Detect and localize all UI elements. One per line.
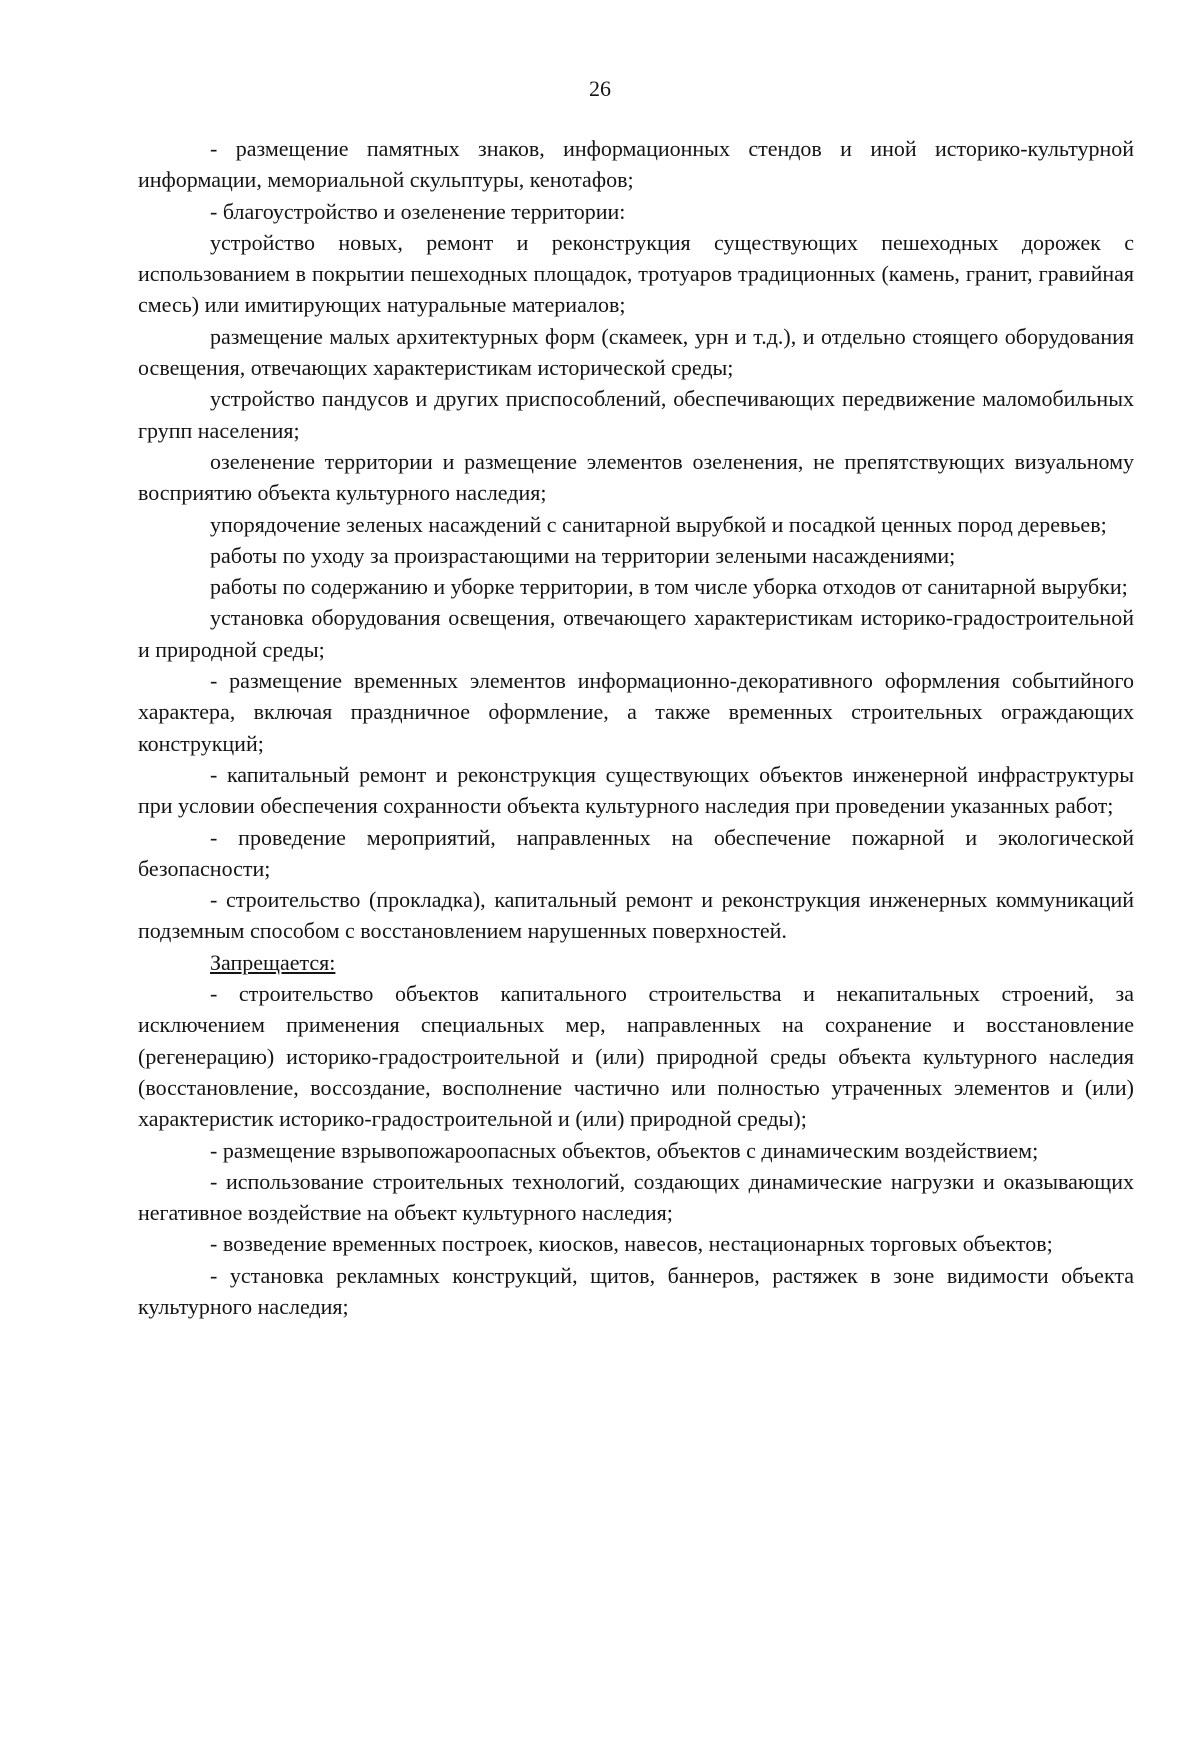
paragraph-ramps: устройство пандусов и других приспособлений, обеспечивающих передвижение маломобильных групп населения; (138, 386, 1134, 443)
prohibited-item-advertising: - установка рекламных конструкций, щитов, баннеров, растяжек в зоне видимости объекта культурного наследия; (138, 1262, 1134, 1319)
paragraph-cleaning: работы по содержанию и уборке территории, в том числе уборка отходов от санитарной вырубки; (210, 574, 1128, 600)
paragraph-fire-safety: - проведение мероприятий, направленных на обеспечение пожарной и экологической безопасности; (138, 824, 1134, 881)
paragraph-greening: озеленение территории и размещение элементов озеленения, не препятствующих визуальному восприятию объекта культурного наследия; (138, 448, 1134, 506)
paragraph-landscaping: - благоустройство и озеленение территории: (210, 198, 626, 224)
prohibited-item-temporary-buildings: - возведение временных построек, киосков, навесов, нестационарных торговых объектов; (210, 1231, 1053, 1257)
prohibited-item-dynamic-technologies: - использование строительных технологий, создающих динамические нагрузки и оказывающих негативное воздействие на объект культурного наследия; (138, 1168, 1134, 1226)
prohibited-heading (138, 947, 1134, 978)
prohibited-item-explosive-objects: - размещение взрывопожароопасных объектов, объектов с динамическим воздействием; (210, 1137, 1039, 1163)
prohibited-heading-text: Запрещается: (210, 949, 336, 975)
paragraph-infrastructure-repair: - капитальный ремонт и реконструкция существующих объектов инженерной инфраструктуры при условии обеспечения сохранности объекта культурного наследия при проведении указанных работ; (138, 761, 1134, 819)
paragraph-memorial-signs: - размещение памятных знаков, информационных стендов и иной историко-культурной информации, мемориальной скульптуры, кенотафов; (138, 136, 1134, 193)
document-body (138, 133, 1134, 1322)
prohibited-item-construction: - строительство объектов капитального строительства и некапитальных строений, за исключением применения специальных мер, направленных на сохранение и восстановление (регенерацию) историко-градостроительной и (или) природной среды объекта культурного наследия (восстановление, воссоздание, восполнение частично или полностью утраченных элементов и (или) характеристик историко-градостроительной и (или) природной среды); (138, 981, 1134, 1132)
paragraph-plant-care: работы по уходу за произрастающими на территории зелеными насаждениями; (210, 542, 956, 568)
paragraph-small-architectural-forms: размещение малых архитектурных форм (скамеек, урн и т.д.), и отдельно стоящего оборудования освещения, отвечающих характеристикам исторической среды; (138, 323, 1134, 381)
paragraph-green-plantings: упорядочение зеленых насаждений с санитарной вырубкой и посадкой ценных пород деревьев; (210, 511, 1107, 537)
paragraph-utilities: - строительство (прокладка), капитальный ремонт и реконструкция инженерных коммуникаций подземным способом с восстановлением нарушенных поверхностей. (138, 887, 1134, 944)
paragraph-temporary-decoration: - размещение временных элементов информационно-декоративного оформления событийного характера, включая праздничное оформление, а также временных строительных ограждающих конструкций; (138, 668, 1134, 756)
paragraph-footpaths: устройство новых, ремонт и реконструкция существующих пешеходных дорожек с использованием в покрытии пешеходных площадок, тротуаров традиционных (камень, гранит, гравийная смесь) или имитирующих натуральные материалов; (138, 229, 1134, 318)
page-number: 26 (589, 76, 611, 101)
paragraph-lighting: установка оборудования освещения, отвечающего характеристикам историко-градостроительной и природной среды; (138, 605, 1134, 662)
